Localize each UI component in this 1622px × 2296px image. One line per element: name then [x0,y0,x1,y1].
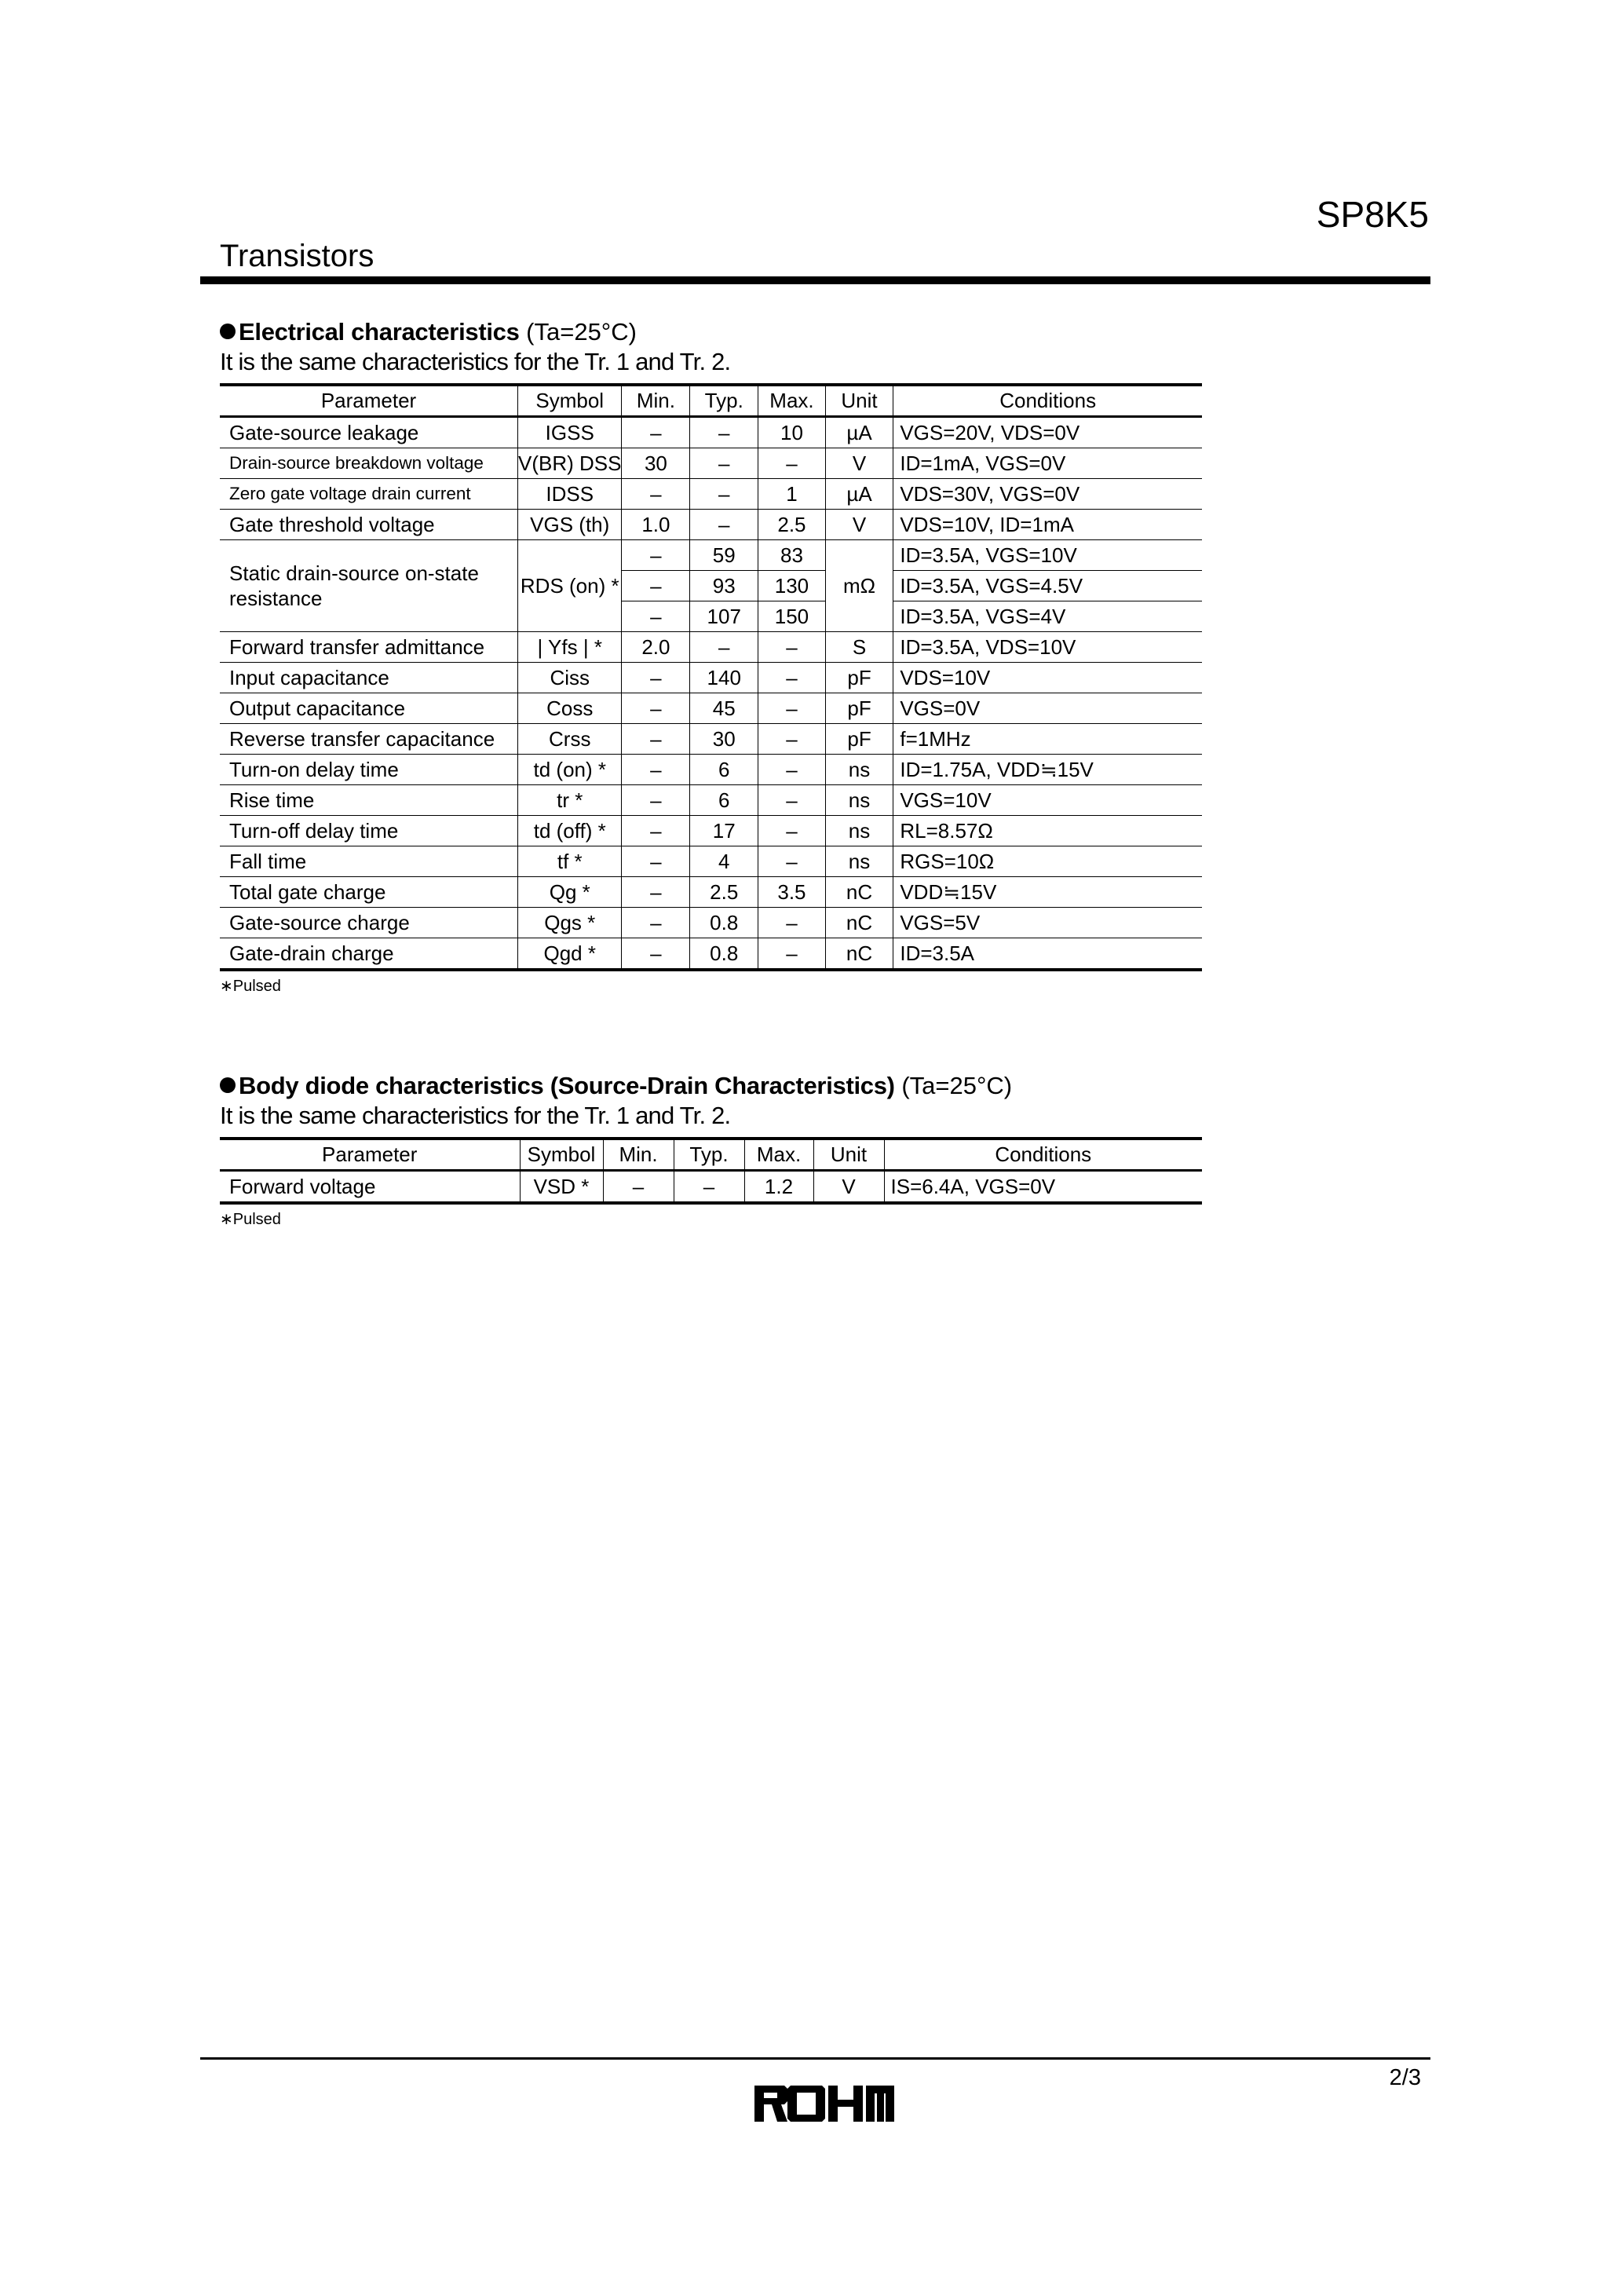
typ-cell: – [690,448,758,479]
parameter-cell: Zero gate voltage drain current [220,479,518,510]
symbol-cell: RDS (on) * [518,540,622,632]
parameter-cell: Forward voltage [220,1171,520,1204]
min-cell: 1.0 [622,510,690,540]
parameter-cell: Fall time [220,846,518,877]
unit-cell: nC [825,938,893,971]
column-header: Symbol [520,1139,603,1171]
symbol-cell: Crss [518,724,622,755]
column-header: Parameter [220,1139,520,1171]
parameter-cell: Gate-drain charge [220,938,518,971]
symbol-cell: IGSS [518,417,622,448]
column-header: Max. [744,1139,813,1171]
min-cell: – [622,693,690,724]
symbol-cell: | Yfs | * [518,632,622,663]
parameter-cell: Drain-source breakdown voltage [220,448,518,479]
conditions-cell: VDS=10V [893,663,1202,693]
table-row [220,816,1202,846]
conditions-cell: VGS=0V [893,693,1202,724]
table-row [220,724,1202,755]
symbol-cell: VGS (th) [518,510,622,540]
unit-cell: V [825,448,893,479]
min-cell: – [622,479,690,510]
electrical-section-title: Electrical characteristics (Ta=25°C) [220,317,1209,347]
unit-cell: ns [825,846,893,877]
conditions-cell: ID=1mA, VGS=0V [893,448,1202,479]
max-cell: 3.5 [758,877,826,908]
max-cell: 1.2 [744,1171,813,1204]
min-cell: – [622,877,690,908]
symbol-cell: td (off) * [518,816,622,846]
table-row [220,908,1202,938]
symbol-cell: Ciss [518,663,622,693]
conditions-cell: ID=3.5A, VGS=10V [893,540,1202,571]
unit-cell: ns [825,785,893,816]
min-cell: – [622,540,690,571]
unit-cell: pF [825,724,893,755]
min-cell: – [622,908,690,938]
symbol-cell: Qgs * [518,908,622,938]
symbol-cell: V(BR) DSS [518,448,622,479]
conditions-cell: ID=3.5A, VGS=4V [893,601,1202,632]
part-number: SP8K5 [1316,194,1429,235]
unit-cell: nC [825,877,893,908]
parameter-cell: Turn-off delay time [220,816,518,846]
symbol-cell: Qgd * [518,938,622,971]
symbol-cell: IDSS [518,479,622,510]
table-header-row [220,1139,1202,1171]
min-cell: – [622,816,690,846]
typ-cell: – [690,632,758,663]
max-cell: – [758,846,826,877]
conditions-cell: f=1MHz [893,724,1202,755]
max-cell: 10 [758,417,826,448]
max-cell: – [758,755,826,785]
conditions-cell: VDS=30V, VGS=0V [893,479,1202,510]
symbol-cell: tr * [518,785,622,816]
conditions-cell: ID=3.5A, VGS=4.5V [893,571,1202,601]
conditions-cell: ID=3.5A, VDS=10V [893,632,1202,663]
min-cell: – [622,601,690,632]
max-cell: – [758,448,826,479]
min-cell: – [622,663,690,693]
typ-cell: 30 [690,724,758,755]
unit-cell: µA [825,479,893,510]
typ-cell: 6 [690,755,758,785]
conditions-cell: ID=3.5A [893,938,1202,971]
typ-cell: 45 [690,693,758,724]
electrical-characteristics-section [220,317,1209,996]
table-row [220,877,1202,908]
column-header: Typ. [690,385,758,417]
table-row [220,448,1202,479]
electrical-section-subtitle: It is the same characteristics for the Tr. 1 and Tr. 2. [220,348,731,375]
table-header-row [220,385,1202,417]
max-cell: – [758,663,826,693]
max-cell: – [758,908,826,938]
table-row [220,510,1202,540]
table-row [220,755,1202,785]
typ-cell: 107 [690,601,758,632]
conditions-cell: VGS=20V, VDS=0V [893,417,1202,448]
max-cell: – [758,693,826,724]
symbol-cell: Coss [518,693,622,724]
parameter-cell: Gate-source charge [220,908,518,938]
table-row [220,846,1202,877]
parameter-cell: Forward transfer admittance [220,632,518,663]
unit-cell: S [825,632,893,663]
typ-cell: 140 [690,663,758,693]
typ-cell: – [690,417,758,448]
parameter-cell: Total gate charge [220,877,518,908]
electrical-characteristics-table [220,383,1202,971]
min-cell: – [622,571,690,601]
min-cell: – [622,846,690,877]
typ-cell: – [690,479,758,510]
table-row [220,938,1202,971]
pulsed-note: ∗Pulsed [220,1211,281,1228]
table-row [220,417,1202,448]
column-header: Unit [813,1139,884,1171]
body-diode-section-subtitle: It is the same characteristics for the Tr. 1 and Tr. 2. [220,1102,731,1129]
max-cell: 150 [758,601,826,632]
max-cell: – [758,785,826,816]
unit-cell: V [813,1171,884,1204]
column-header: Max. [758,385,826,417]
min-cell: 30 [622,448,690,479]
max-cell: – [758,724,826,755]
column-header: Min. [603,1139,674,1171]
symbol-cell: td (on) * [518,755,622,785]
min-cell: – [622,755,690,785]
min-cell: – [622,417,690,448]
conditions-cell: VDD≒15V [893,877,1202,908]
conditions-cell: RGS=10Ω [893,846,1202,877]
max-cell: – [758,816,826,846]
max-cell: 130 [758,571,826,601]
typ-cell: 2.5 [690,877,758,908]
max-cell: 83 [758,540,826,571]
symbol-cell: Qg * [518,877,622,908]
typ-cell: 0.8 [690,938,758,971]
document-category: Transistors [220,239,374,273]
parameter-cell: Static drain-source on-state resistance [220,540,518,632]
min-cell: – [622,724,690,755]
unit-cell: pF [825,663,893,693]
unit-cell: µA [825,417,893,448]
min-cell: – [622,785,690,816]
column-header: Symbol [518,385,622,417]
column-header: Unit [825,385,893,417]
column-header: Conditions [893,385,1202,417]
typ-cell: 59 [690,540,758,571]
max-cell: – [758,632,826,663]
max-cell: – [758,938,826,971]
parameter-cell: Input capacitance [220,663,518,693]
conditions-cell: ID=1.75A, VDD≒15V [893,755,1202,785]
table-row [220,632,1202,663]
typ-cell: 6 [690,785,758,816]
table-row [220,540,1202,571]
page-number: 2/3 [1389,2065,1421,2090]
parameter-cell: Output capacitance [220,693,518,724]
conditions-cell: RL=8.57Ω [893,816,1202,846]
column-header: Parameter [220,385,518,417]
conditions-cell: VGS=10V [893,785,1202,816]
parameter-cell: Reverse transfer capacitance [220,724,518,755]
typ-cell: 4 [690,846,758,877]
rohm-logo [754,2084,894,2123]
column-header: Typ. [674,1139,744,1171]
symbol-cell: VSD * [520,1171,603,1204]
body-diode-section-title: Body diode characteristics (Source-Drain Characteristics) (Ta=25°C) [220,1071,1209,1101]
min-cell: – [603,1171,674,1204]
header-rule [200,276,1430,284]
bullet-icon [220,1077,236,1093]
max-cell: 1 [758,479,826,510]
conditions-cell: VDS=10V, ID=1mA [893,510,1202,540]
column-header: Conditions [884,1139,1202,1171]
footer-rule [200,2057,1430,2060]
typ-cell: – [690,510,758,540]
conditions-cell: VGS=5V [893,908,1202,938]
typ-cell: 93 [690,571,758,601]
conditions-cell: IS=6.4A, VGS=0V [884,1171,1202,1204]
column-header: Min. [622,385,690,417]
parameter-cell: Rise time [220,785,518,816]
max-cell: 2.5 [758,510,826,540]
parameter-cell: Gate threshold voltage [220,510,518,540]
table-row [220,1171,1202,1204]
unit-cell: V [825,510,893,540]
unit-cell: nC [825,908,893,938]
bullet-icon [220,324,236,339]
body-diode-table [220,1137,1202,1205]
parameter-cell: Gate-source leakage [220,417,518,448]
table-row [220,693,1202,724]
unit-cell: pF [825,693,893,724]
body-diode-section [220,1071,1209,1229]
typ-cell: 17 [690,816,758,846]
table-row [220,785,1202,816]
unit-cell: ns [825,755,893,785]
pulsed-note: ∗Pulsed [220,978,281,995]
min-cell: 2.0 [622,632,690,663]
typ-cell: – [674,1171,744,1204]
unit-cell: mΩ [825,540,893,632]
table-row [220,663,1202,693]
symbol-cell: tf * [518,846,622,877]
typ-cell: 0.8 [690,908,758,938]
min-cell: – [622,938,690,971]
unit-cell: ns [825,816,893,846]
parameter-cell: Turn-on delay time [220,755,518,785]
table-row [220,479,1202,510]
